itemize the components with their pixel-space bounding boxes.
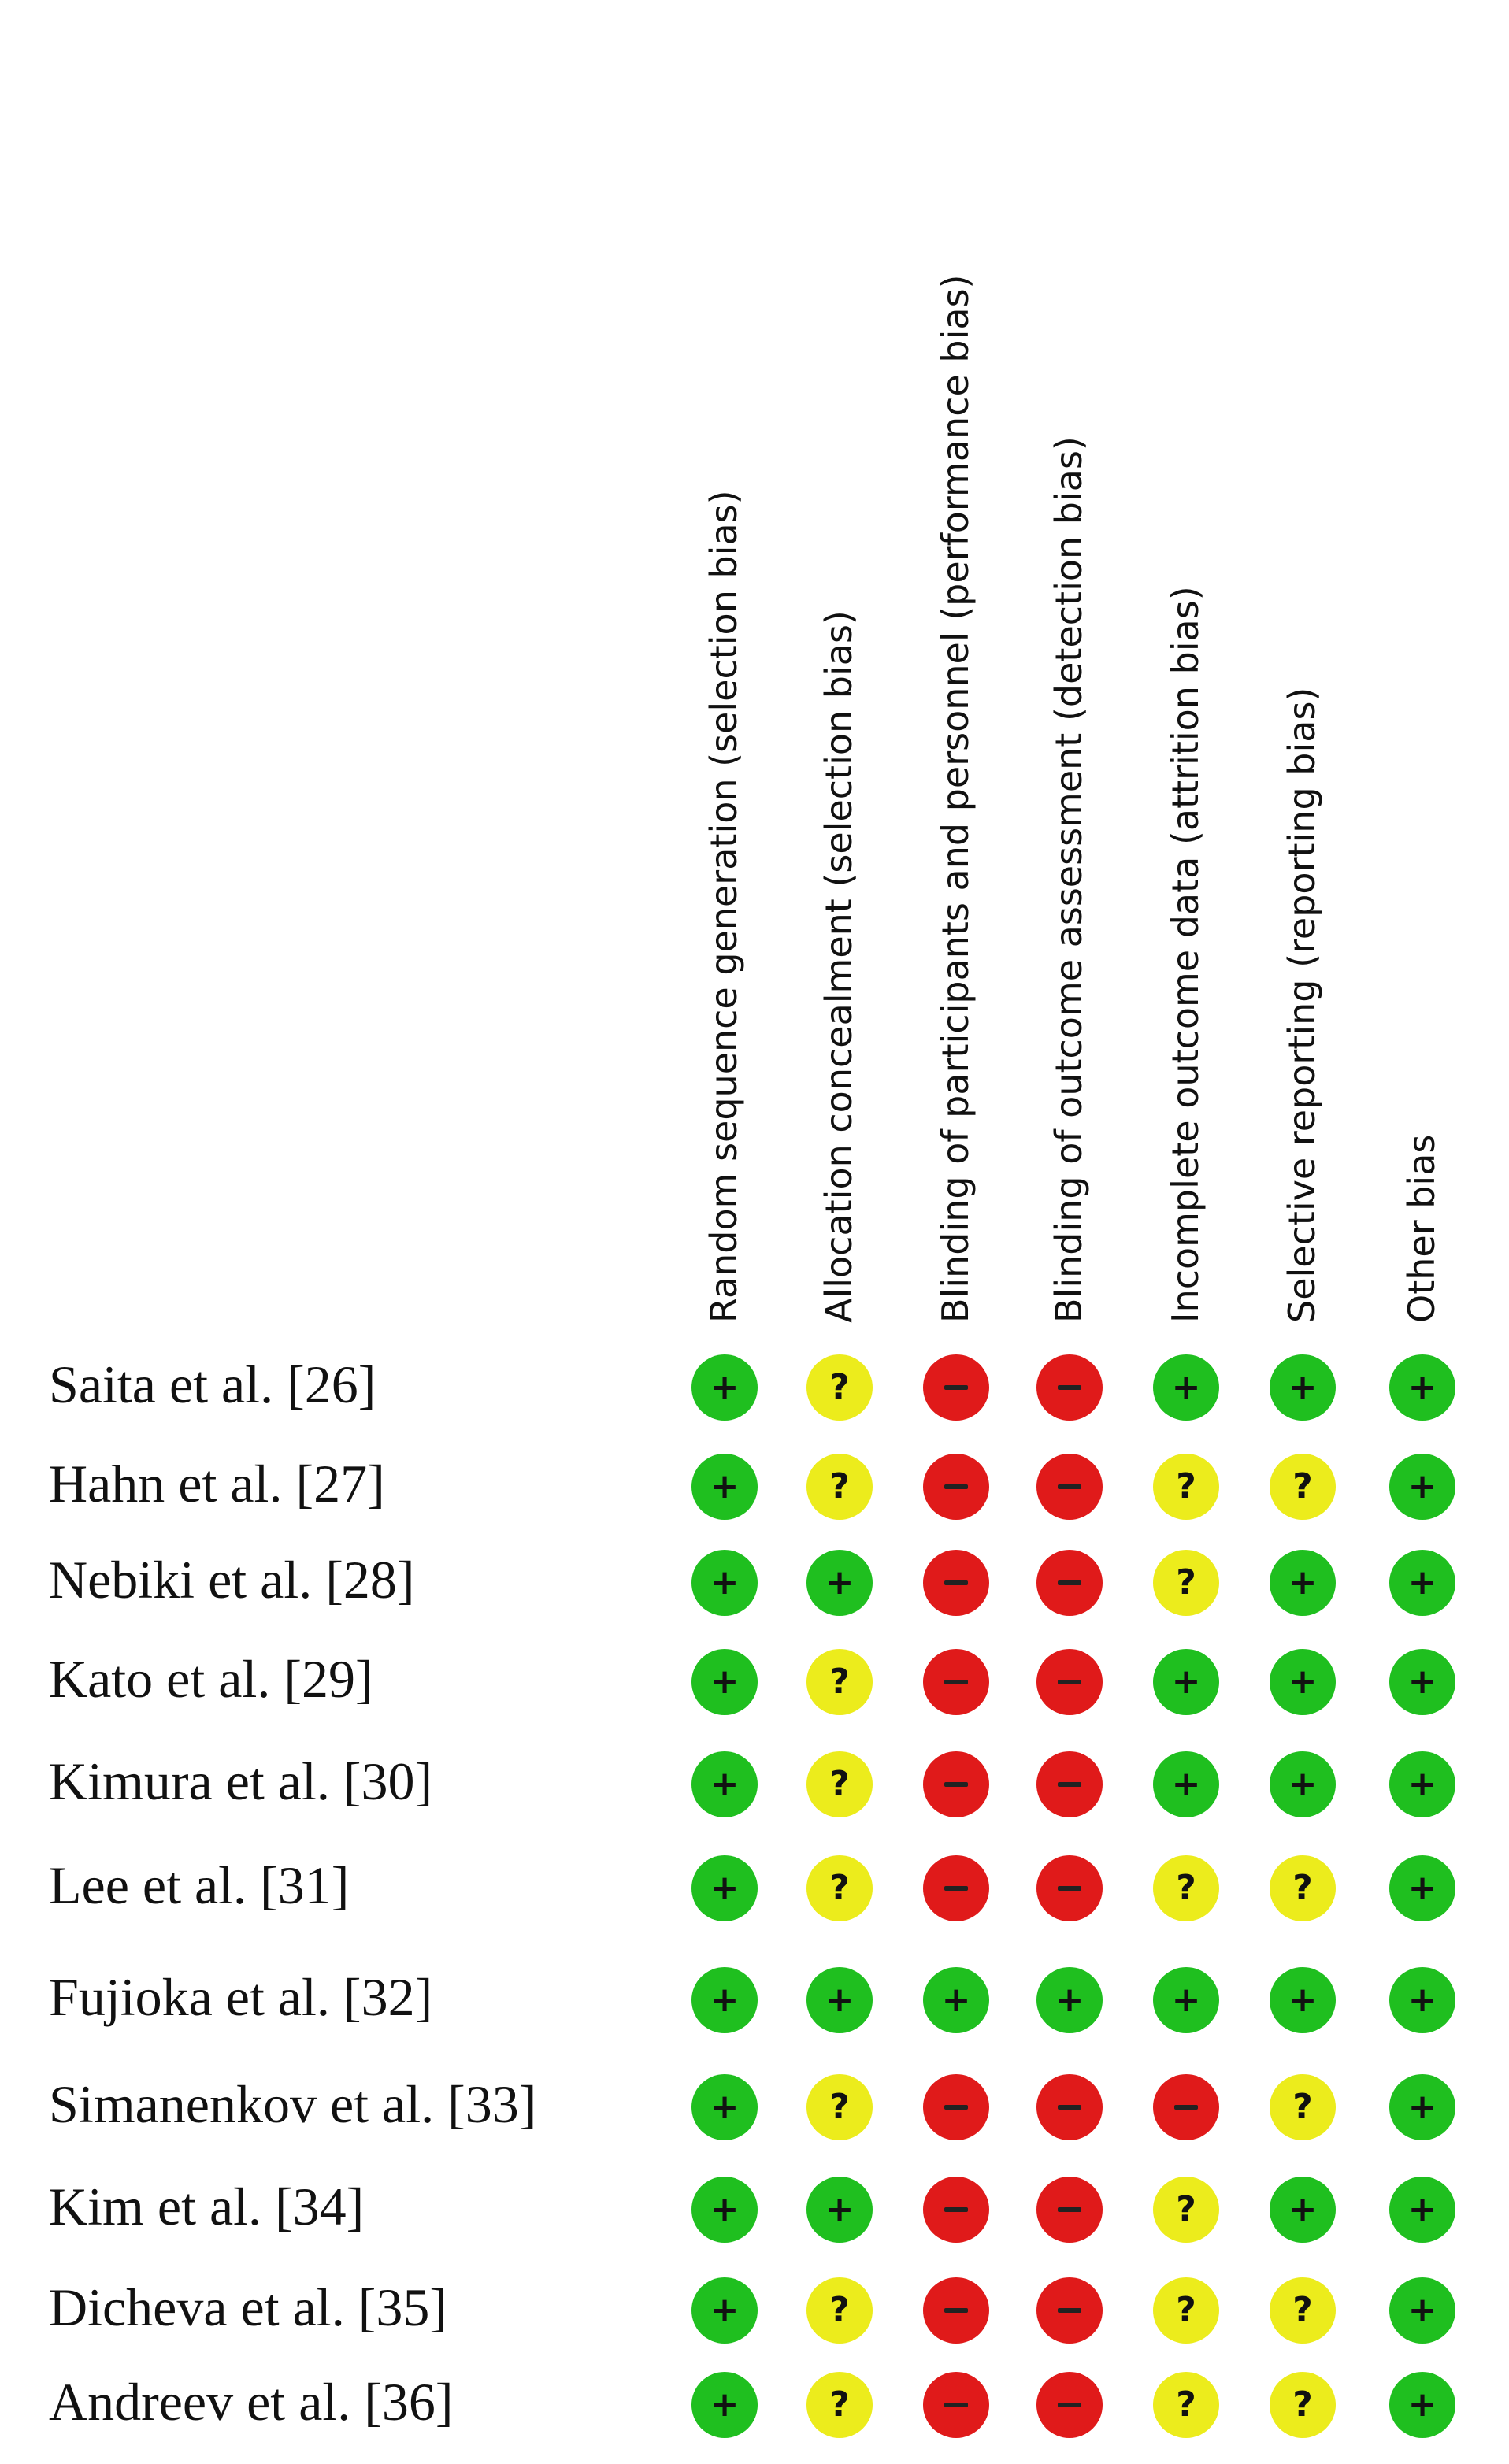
rating-low-icon: + [691, 1354, 758, 1421]
minus-icon [944, 2308, 968, 2313]
rating-low-icon: + [691, 2372, 758, 2438]
rating-high-icon [1036, 1855, 1103, 1921]
rating-low-icon: + [691, 1855, 758, 1921]
rating-high-icon [923, 1855, 989, 1921]
rating-unclear-icon: ? [1153, 1550, 1219, 1616]
rating-low-icon: + [923, 1967, 989, 2033]
minus-icon [1174, 2105, 1198, 2110]
rating-unclear-icon: ? [1153, 1855, 1219, 1921]
rating-high-icon [1036, 1354, 1103, 1421]
rating-low-icon: + [1389, 1354, 1455, 1421]
rating-high-icon [1036, 2177, 1103, 2243]
column-header-label: Blinding of participants and personnel (performance bias) [934, 274, 977, 1323]
rating-high-icon [923, 1550, 989, 1616]
rating-unclear-icon: ? [806, 2372, 873, 2438]
minus-icon [1058, 1484, 1081, 1489]
minus-icon [944, 1580, 968, 1585]
rating-unclear-icon: ? [1153, 2177, 1219, 2243]
rating-low-icon: + [1270, 1751, 1336, 1817]
rating-low-icon: + [806, 1967, 873, 2033]
rating-high-icon [923, 1751, 989, 1817]
minus-icon [944, 2207, 968, 2212]
rating-low-icon: + [1270, 1550, 1336, 1616]
rating-high-icon [923, 2177, 989, 2243]
rating-low-icon: + [1389, 1649, 1455, 1715]
rating-low-icon: + [691, 1649, 758, 1715]
rating-high-icon [923, 1354, 989, 1421]
minus-icon [1058, 1385, 1081, 1390]
column-header-label: Incomplete outcome data (attrition bias) [1164, 586, 1207, 1323]
rating-high-icon [1153, 2074, 1219, 2140]
minus-icon [1058, 2105, 1081, 2110]
rating-low-icon: + [1389, 1855, 1455, 1921]
rating-high-icon [923, 2372, 989, 2438]
rating-unclear-icon: ? [806, 2074, 873, 2140]
rating-low-icon: + [691, 1550, 758, 1616]
minus-icon [1058, 1782, 1081, 1787]
rating-high-icon [923, 2074, 989, 2140]
minus-icon [1058, 1580, 1081, 1585]
rating-high-icon [1036, 2074, 1103, 2140]
rating-unclear-icon: ? [806, 1454, 873, 1520]
rating-high-icon [923, 1454, 989, 1520]
rating-low-icon: + [691, 1454, 758, 1520]
rating-low-icon: + [1036, 1967, 1103, 2033]
rating-low-icon: + [691, 2074, 758, 2140]
study-label: Simanenkov et al. [33] [49, 2074, 537, 2134]
study-label: Dicheva et al. [35] [49, 2277, 447, 2337]
study-label: Kim et al. [34] [49, 2177, 365, 2236]
rating-low-icon: + [1153, 1967, 1219, 2033]
rating-unclear-icon: ? [1153, 1454, 1219, 1520]
rating-low-icon: + [1389, 1967, 1455, 2033]
minus-icon [944, 2105, 968, 2110]
rating-low-icon: + [1389, 2277, 1455, 2344]
column-header-label: Random sequence generation (selection bias) [703, 490, 745, 1323]
study-label: Kimura et al. [30] [49, 1751, 433, 1811]
rating-unclear-icon: ? [806, 2277, 873, 2344]
rating-high-icon [923, 1649, 989, 1715]
rating-low-icon: + [1270, 1649, 1336, 1715]
minus-icon [944, 1886, 968, 1891]
rating-high-icon [923, 2277, 989, 2344]
minus-icon [1058, 2207, 1081, 2212]
rating-high-icon [1036, 2372, 1103, 2438]
rating-low-icon: + [1153, 1649, 1219, 1715]
study-label: Nebiki et al. [28] [49, 1550, 415, 1610]
minus-icon [944, 1782, 968, 1787]
study-label: Saita et al. [26] [49, 1354, 376, 1414]
rating-unclear-icon: ? [1270, 2372, 1336, 2438]
rating-unclear-icon: ? [1153, 2277, 1219, 2344]
minus-icon [944, 1680, 968, 1684]
rating-low-icon: + [1389, 2177, 1455, 2243]
rating-unclear-icon: ? [1270, 1855, 1336, 1921]
rating-low-icon: + [806, 2177, 873, 2243]
study-label: Lee et al. [31] [49, 1855, 350, 1915]
minus-icon [1058, 2308, 1081, 2313]
rating-low-icon: + [1389, 1550, 1455, 1616]
rating-unclear-icon: ? [806, 1354, 873, 1421]
rating-low-icon: + [1389, 2372, 1455, 2438]
rating-low-icon: + [1153, 1354, 1219, 1421]
rating-low-icon: + [691, 1751, 758, 1817]
study-label: Andreev et al. [36] [49, 2372, 454, 2432]
rating-unclear-icon: ? [1153, 2372, 1219, 2438]
rating-unclear-icon: ? [1270, 1454, 1336, 1520]
rating-unclear-icon: ? [1270, 2074, 1336, 2140]
column-header-label: Blinding of outcome assessment (detection bias) [1047, 436, 1090, 1323]
rating-low-icon: + [806, 1550, 873, 1616]
rating-unclear-icon: ? [1270, 2277, 1336, 2344]
study-label: Fujioka et al. [32] [49, 1967, 433, 2027]
column-header-label: Allocation concealment (selection bias) [818, 610, 860, 1323]
rating-low-icon: + [691, 2177, 758, 2243]
minus-icon [944, 1385, 968, 1390]
rating-high-icon [1036, 1751, 1103, 1817]
rating-high-icon [1036, 1649, 1103, 1715]
rating-high-icon [1036, 1454, 1103, 1520]
minus-icon [1058, 1886, 1081, 1891]
rating-unclear-icon: ? [806, 1751, 873, 1817]
minus-icon [1058, 2403, 1081, 2407]
rating-low-icon: + [691, 2277, 758, 2344]
study-label: Kato et al. [29] [49, 1649, 373, 1709]
study-label: Hahn et al. [27] [49, 1454, 385, 1514]
rating-high-icon [1036, 1550, 1103, 1616]
column-header-label: Other bias [1400, 1134, 1443, 1323]
rating-low-icon: + [1389, 2074, 1455, 2140]
rating-unclear-icon: ? [806, 1855, 873, 1921]
rating-unclear-icon: ? [806, 1649, 873, 1715]
rating-low-icon: + [1270, 1967, 1336, 2033]
rating-high-icon [1036, 2277, 1103, 2344]
rating-low-icon: + [691, 1967, 758, 2033]
rating-low-icon: + [1389, 1454, 1455, 1520]
rating-low-icon: + [1270, 2177, 1336, 2243]
rating-low-icon: + [1270, 1354, 1336, 1421]
minus-icon [944, 1484, 968, 1489]
rating-low-icon: + [1153, 1751, 1219, 1817]
rating-low-icon: + [1389, 1751, 1455, 1817]
minus-icon [1058, 1680, 1081, 1684]
column-header-label: Selective reporting (reporting bias) [1281, 687, 1323, 1323]
minus-icon [944, 2403, 968, 2407]
